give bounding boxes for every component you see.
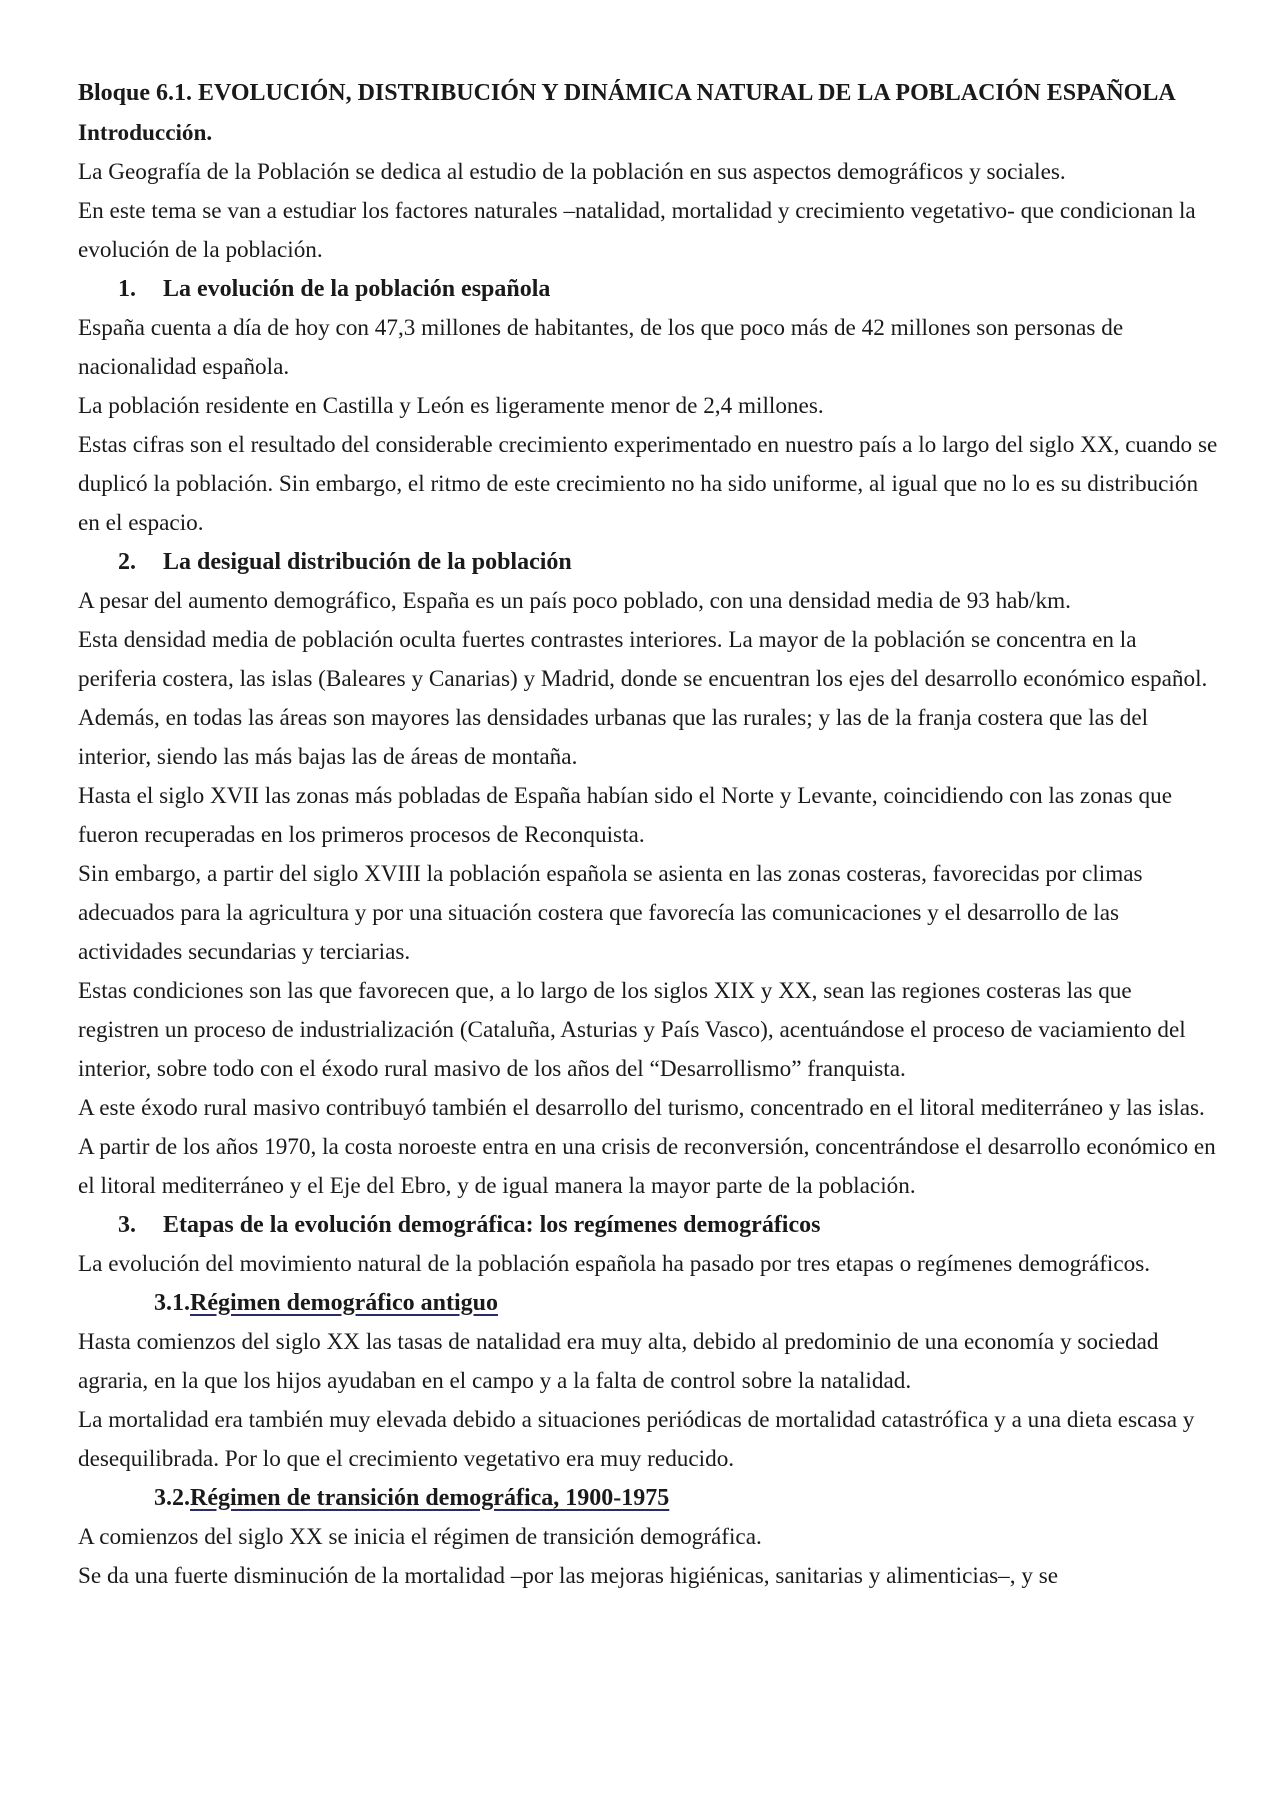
paragraph: En este tema se van a estudiar los factores naturales –natalidad, mortalidad y crecimiento vegetativo- que condicionan la evolución de la población. [78,197,1196,263]
paragraph: Se da una fuerte disminución de la mortalidad –por las mejoras higiénicas, sanitarias y alimenticias–, y se [78,1562,1059,1589]
paragraph: A comienzos del siglo XX se inicia el régimen de transición demográfica. [78,1523,762,1550]
paragraph: España cuenta a día de hoy con 47,3 millones de habitantes, de los que poco más de 42 millones son personas de nacionalidad española. [78,314,1124,380]
paragraph: A partir de los años 1970, la costa noroeste entra en una crisis de reconversión, concentrándose el desarrollo económico en el litoral mediterráneo y el Eje del Ebro, y de igual manera la mayor parte de la población. [78,1133,1216,1199]
paragraph: La población residente en Castilla y León es ligeramente menor de 2,4 millones. [78,392,824,419]
paragraph: La Geografía de la Población se dedica al estudio de la población en sus aspectos demográficos y sociales. [78,158,1066,185]
paragraph: Sin embargo, a partir del siglo XVIII la población española se asienta en las zonas costeras, favorecidas por climas adecuados para la agricultura y por una situación costera que favorecía las comunicaciones y el desarrollo de las actividades secundarias y terciarias. [78,860,1143,965]
section-number: 1. [118,275,136,302]
paragraph: Estas condiciones son las que favorecen que, a lo largo de los siglos XIX y XX, sean las regiones costeras las que registren un proceso de industrialización (Cataluña, Asturias y País Vasco), acentuándose el proceso de vaciamiento del interior, sobre todo con el éxodo rural masivo de los años del “Desarrollismo” franquista. [78,977,1186,1082]
paragraph: A este éxodo rural masivo contribuyó también el desarrollo del turismo, concentrado en el litoral mediterráneo y las islas. [78,1094,1205,1121]
paragraph: La evolución del movimiento natural de la población española ha pasado por tres etapas o regímenes demográficos. [78,1250,1151,1277]
section-title: Etapas de la evolución demográfica: los regímenes demográficos [163,1211,821,1238]
section-number: 2. [118,548,136,575]
section-title: La desigual distribución de la población [163,548,572,575]
section-title: La evolución de la población española [163,275,551,302]
paragraph: La mortalidad era también muy elevada debido a situaciones periódicas de mortalidad catastrófica y a una dieta escasa y desequilibrada. Por lo que el crecimiento vegetativo era muy reducido. [78,1406,1195,1472]
paragraph: Esta densidad media de población oculta fuertes contrastes interiores. La mayor de la población se concentra en la periferia costera, las islas (Baleares y Canarias) y Madrid, donde se encuentran los ejes del desarrollo económico español. Además, en todas las áreas son mayores las densidades urbanas que las rurales; y las de la franja costera que las del interior, siendo las más bajas las de áreas de montaña. [78,626,1208,770]
subsection-heading [78,1479,1218,1518]
section-heading [78,270,1218,309]
document-page [78,74,1218,1596]
intro-heading: Introducción. [78,119,213,146]
subsection-number: 3.1. [154,1289,190,1316]
section-heading [78,543,1218,582]
document-title: Bloque 6.1. EVOLUCIÓN, DISTRIBUCIÓN Y DINÁMICA NATURAL DE LA POBLACIÓN ESPAÑOLA [78,80,1176,106]
subsection-number: 3.2. [154,1484,190,1511]
subsection-title: Régimen demográfico antiguo [190,1289,498,1316]
paragraph: A pesar del aumento demográfico, España es un país poco poblado, con una densidad media de 93 hab/km. [78,587,1071,614]
paragraph: Hasta comienzos del siglo XX las tasas de natalidad era muy alta, debido al predominio de una economía y sociedad agraria, en la que los hijos ayudaban en el campo y a la falta de control sobre la natalidad. [78,1328,1159,1394]
paragraph: Hasta el siglo XVII las zonas más pobladas de España habían sido el Norte y Levante, coincidiendo con las zonas que fueron recuperadas en los primeros procesos de Reconquista. [78,782,1172,848]
section-heading [78,1206,1218,1245]
subsection-title: Régimen de transición demográfica, 1900-1975 [190,1484,670,1511]
paragraph: Estas cifras son el resultado del considerable crecimiento experimentado en nuestro país a lo largo del siglo XX, cuando se duplicó la población. Sin embargo, el ritmo de este crecimiento no ha sido uniforme, al igual que no lo es su distribución en el espacio. [78,431,1218,536]
subsection-heading [78,1284,1218,1323]
section-number: 3. [118,1211,136,1238]
